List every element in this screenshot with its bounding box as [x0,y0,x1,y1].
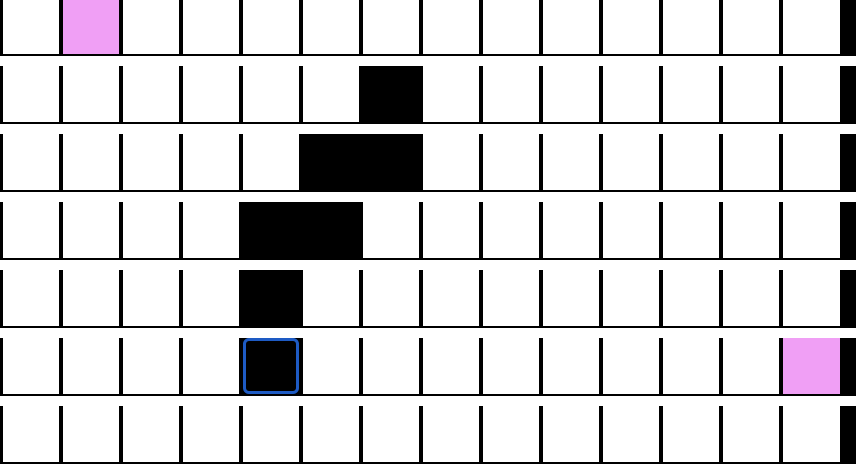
grid-cell-filled[interactable] [303,134,359,190]
grid-cell-empty[interactable] [483,338,539,394]
grid-cell-filled[interactable] [243,202,299,258]
grid-cell-empty[interactable] [183,270,239,326]
grid-row [0,338,856,396]
grid-cell-empty[interactable] [63,66,119,122]
grid-cell-empty[interactable] [3,406,59,462]
grid-cell-empty[interactable] [243,134,299,190]
grid-cell-empty[interactable] [783,134,840,190]
grid-cell-empty[interactable] [183,0,239,54]
grid-cell-empty[interactable] [303,338,359,394]
grid-row [0,66,856,124]
grid-cell-selected[interactable] [243,338,299,394]
grid-cell-empty[interactable] [483,0,539,54]
grid-cell-empty[interactable] [303,0,359,54]
grid-cell-empty[interactable] [183,66,239,122]
grid-cell-empty[interactable] [3,338,59,394]
grid-cell-empty[interactable] [423,338,479,394]
grid-cell-empty[interactable] [723,338,779,394]
grid-row [0,270,856,328]
grid-cell-empty[interactable] [603,66,659,122]
grid-cell-empty[interactable] [243,406,299,462]
grid-cell-empty[interactable] [663,338,719,394]
grid-cell-empty[interactable] [543,270,599,326]
grid-cell-filled[interactable] [243,270,299,326]
grid-cell-empty[interactable] [123,338,179,394]
grid-cell-empty[interactable] [63,338,119,394]
grid-cell-empty[interactable] [483,134,539,190]
grid-cell-empty[interactable] [123,202,179,258]
grid-cell-empty[interactable] [603,0,659,54]
grid-cell-empty[interactable] [663,66,719,122]
grid-cell-empty[interactable] [123,66,179,122]
grid-cell-empty[interactable] [303,66,359,122]
grid-cell-empty[interactable] [543,0,599,54]
grid-cell-empty[interactable] [543,134,599,190]
grid-cell-empty[interactable] [783,270,840,326]
grid-cell-empty[interactable] [723,270,779,326]
grid-row [0,202,856,260]
grid-cell-empty[interactable] [663,406,719,462]
grid-cell-empty[interactable] [483,202,539,258]
grid-cell-empty[interactable] [603,202,659,258]
grid-cell-empty[interactable] [363,406,419,462]
grid-cell-empty[interactable] [63,270,119,326]
grid-cell-empty[interactable] [123,270,179,326]
grid-cell-empty[interactable] [723,406,779,462]
grid-cell-empty[interactable] [423,0,479,54]
grid-cell-target[interactable] [63,0,119,54]
grid-cell-empty[interactable] [3,0,59,54]
grid-cell-empty[interactable] [603,406,659,462]
grid-cell-empty[interactable] [363,0,419,54]
grid-cell-empty[interactable] [663,270,719,326]
grid-cell-empty[interactable] [723,66,779,122]
grid-cell-empty[interactable] [3,202,59,258]
grid-cell-empty[interactable] [243,66,299,122]
grid-cell-empty[interactable] [3,66,59,122]
grid-cell-empty[interactable] [723,202,779,258]
grid-cell-filled[interactable] [363,66,419,122]
grid-cell-empty[interactable] [363,338,419,394]
grid-cell-empty[interactable] [483,66,539,122]
grid-cell-empty[interactable] [243,0,299,54]
grid-cell-empty[interactable] [603,134,659,190]
grid-cell-empty[interactable] [543,66,599,122]
grid-cell-empty[interactable] [603,338,659,394]
grid-cell-empty[interactable] [3,134,59,190]
grid-cell-empty[interactable] [783,66,840,122]
grid-cell-empty[interactable] [663,134,719,190]
grid-cell-empty[interactable] [423,270,479,326]
grid-row [0,406,856,464]
grid-cell-empty[interactable] [183,338,239,394]
grid-cell-empty[interactable] [123,406,179,462]
grid-cell-empty[interactable] [63,134,119,190]
grid-cell-filled[interactable] [303,202,359,258]
grid-cell-empty[interactable] [723,134,779,190]
grid-cell-empty[interactable] [423,66,479,122]
grid-row [0,0,856,56]
grid-cell-empty[interactable] [363,270,419,326]
grid-cell-empty[interactable] [303,270,359,326]
grid-cell-empty[interactable] [483,406,539,462]
grid-cell-empty[interactable] [303,406,359,462]
grid-cell-empty[interactable] [183,134,239,190]
grid-cell-empty[interactable] [3,270,59,326]
grid-cell-empty[interactable] [123,134,179,190]
grid-cell-empty[interactable] [783,406,840,462]
grid-cell-empty[interactable] [543,338,599,394]
grid-cell-empty[interactable] [723,0,779,54]
grid-cell-empty[interactable] [483,270,539,326]
grid-cell-empty[interactable] [63,202,119,258]
grid-cell-empty[interactable] [183,406,239,462]
grid-cell-empty[interactable] [543,406,599,462]
grid-cell-empty[interactable] [603,270,659,326]
grid-cell-empty[interactable] [123,0,179,54]
grid-cell-empty[interactable] [63,406,119,462]
grid-cell-empty[interactable] [783,202,840,258]
grid-cell-filled[interactable] [363,134,419,190]
grid-cell-empty[interactable] [663,202,719,258]
grid-cell-target[interactable] [783,338,840,394]
grid-cell-empty[interactable] [423,134,479,190]
grid-cell-empty[interactable] [423,202,479,258]
grid-cell-empty[interactable] [783,0,840,54]
grid-cell-empty[interactable] [363,202,419,258]
grid-cell-empty[interactable] [183,202,239,258]
grid-row [0,134,856,192]
grid-cell-empty[interactable] [423,406,479,462]
grid-cell-empty[interactable] [543,202,599,258]
grid-cell-empty[interactable] [663,0,719,54]
